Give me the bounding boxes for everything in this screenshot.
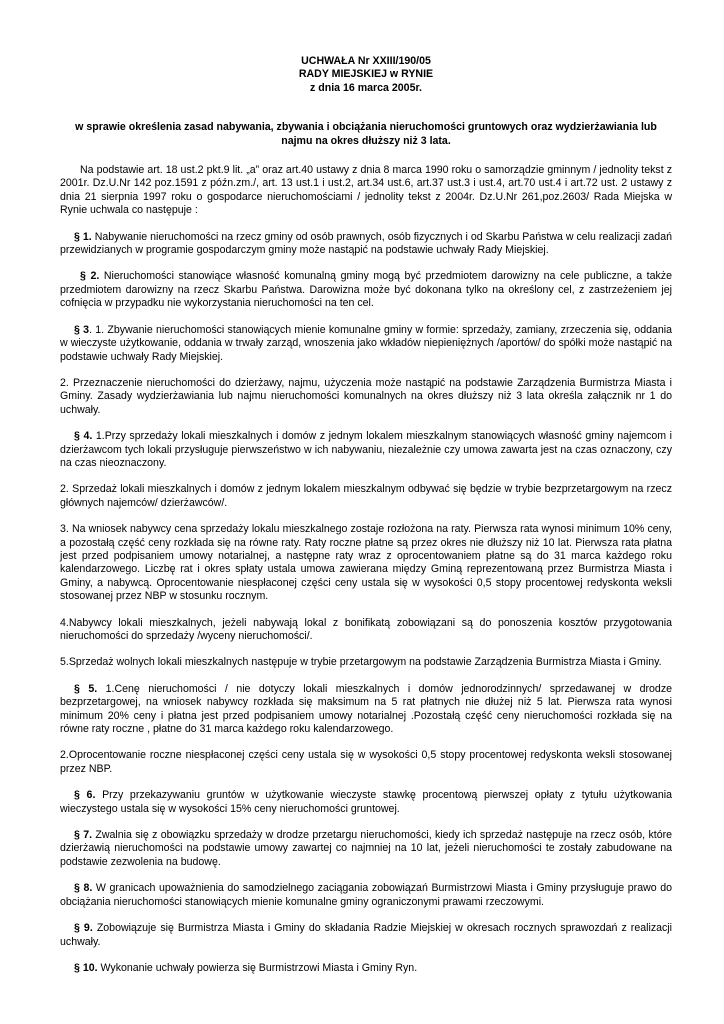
paragraph-text: 3. Na wniosek nabywcy cena sprzedaży lokalu mieszkalnego zostaje rozłożona na raty. Pierwsza rata wynosi minimum 10% ceny, a pozostałą część ceny rozkłada się na równe raty. Raty roczne płatne są przez okres nie dłuższy niż 10 lat. Pierwsza rata płatna jest przed podpisaniem umowy notarialnej, a następne raty wraz z oprocentowaniem płatne są do 31 marca każdego roku kalendarzowego. Liczbę rat i okres spłaty ustala umowa zawierana między Gminą reprezentowaną przez Burmistrza Miasta i Gminy, a nabywcą. Oprocentowanie niespłaconej części ceny ustala się w wysokości 0,5 stopy procentowej redyskonta weksli stosowanej przez NBP w stosunku rocznym. [60, 523, 672, 603]
paragraph-label: § 1. [74, 230, 92, 243]
paragraph-label: § 3 [74, 323, 90, 336]
resolution-subject: w sprawie określenia zasad nabywania, zbywania i obciążania nieruchomości gruntowych oraz wydzierżawiania lub najmu na okres dłuższy niż 3 lata. [75, 121, 657, 147]
paragraph-9 [60, 922, 672, 949]
paragraph-label: § 4. [74, 430, 93, 443]
paragraph-5-point-2 [60, 749, 672, 776]
paragraph-label: § 5. [74, 682, 98, 695]
paragraph-text: Wykonanie uchwały powierza się Burmistrzowi Miasta i Gminy Ryn. [97, 961, 418, 974]
paragraph-1 [60, 231, 672, 258]
resolution-header [60, 55, 672, 95]
paragraph-3 [60, 324, 672, 364]
paragraph-4-point-5 [60, 656, 672, 669]
paragraph-4-point-3 [60, 523, 672, 603]
paragraph-8 [60, 882, 672, 909]
paragraph-text: 5.Sprzedaż wolnych lokali mieszkalnych następuje w trybie przetargowym na podstawie Zarządzenia Burmistrza Miasta i Gminy. [60, 656, 662, 669]
paragraph-text: Zobowiązuje się Burmistrza Miasta i Gminy do składania Radzie Miejskiej w okresach rocznych sprawozdań z realizacji uchwały. [60, 922, 673, 948]
paragraph-text: Zwalnia się z obowiązku sprzedaży w drodze przetargu nieruchomości, kiedy ich sprzedaż następuje na rzecz osób, które dzierżawią nieruchomości na podstawie umowy zawartej co najmniej na 10 lat, jeżeli nieruchomości te zostały zabudowane na podstawie zezwolenia na budowę. [60, 829, 673, 868]
paragraph-3-point-2 [60, 377, 672, 417]
resolution-number: UCHWAŁA Nr XXIII/190/05 [301, 55, 431, 67]
paragraph-text: W granicach upoważnienia do samodzielnego zaciągania zobowiązań Burmistrzowi Miasta i Gminy przysługuje prawo do obciążania nieruchomości stanowiących mienie komunalne gminy ograniczonymi prawami rzeczowymi. [60, 882, 673, 908]
paragraph-label: § 7. [74, 829, 93, 842]
paragraph-label: § 10. [74, 961, 98, 974]
paragraph-text: 4.Nabywcy lokali mieszkalnych, jeżeli nabywają lokal z bonifikatą zobowiązani są do ponoszenia kosztów przygotowania nieruchomości do sprzedaży /wyceny nieruchomości/. [60, 616, 672, 642]
paragraph-10 [60, 962, 672, 975]
paragraph-text: . 1. Zbywanie nieruchomości stanowiących mienie komunalne gminy w formie: sprzedaży, zamiany, zrzeczenia się, oddania w wieczyste użytkowanie, oddania w trwały zarząd, wnoszenia jako wkładów niepieniężnych /aportów/ do spółki może nastąpić na podstawie uchwały Rady Miejskiej. [60, 323, 673, 363]
paragraph-label: § 6. [74, 789, 96, 802]
paragraph-text: Przy przekazywaniu gruntów w użytkowanie wieczyste stawkę procentową pierwszej opłaty z tytułu użytkowania wieczystego ustala się w wysokości 15% ceny nieruchomości gruntowej. [60, 789, 673, 815]
paragraph-4-point-2 [60, 483, 672, 510]
council-name: RADY MIEJSKIEJ w RYNIE [298, 68, 434, 81]
paragraph-2 [60, 270, 672, 310]
paragraph-label: § 8. [74, 882, 93, 895]
paragraph-6 [60, 789, 672, 816]
paragraph-4 [60, 430, 672, 470]
paragraph-text: 1.Cenę nieruchomości / nie dotyczy lokali mieszkalnych i domów jednorodzinnych/ sprzedawanej w drodze bezprzetargowej, na wniosek nabywcy rozkłada się maksimum na 5 rat płatnych nie dłużej niż 5 lat. Pierwsza rata wynosi minimum 20% ceny i płatna jest przed podpisaniem umowy notarialnej .Pozostałą część ceny nieruchomości rozkłada się na równe raty roczne , płatne do 31 marca każdego roku kalendarzowego. [60, 682, 673, 736]
paragraph-7 [60, 829, 672, 869]
paragraph-text: 1.Przy sprzedaży lokali mieszkalnych i domów z jednym lokalem mieszkalnym stanowiących własność gminy najemcom i dzierżawcom tych lokali przysługuje pierwszeństwo w ich nabywaniu, niezależnie czy umowa zawarta jest na czas oznaczony, czy na czas nieoznaczony. [60, 430, 673, 469]
paragraph-text: 2. Przeznaczenie nieruchomości do dzierżawy, najmu, użyczenia może nastąpić na podstawie Zarządzenia Burmistrza Miasta i Gminy. Zasady wydzierżawiania lub najmu nieruchomości komunalnych na okres dłuższy niż 3 lata określa załącznik nr 1 do uchwały. [60, 376, 672, 416]
resolution-date: z dnia 16 marca 2005r. [310, 81, 422, 94]
paragraph-label: § 2. [80, 270, 100, 283]
paragraph-4-point-4 [60, 617, 672, 644]
paragraph-text: 2. Sprzedaż lokali mieszkalnych i domów z jednym lokalem mieszkalnym odbywać się będzie w trybie bezprzetargowym na rzecz głównych najemców/ dzierżawców/. [60, 483, 672, 509]
paragraph-text: Nieruchomości stanowiące własność komunalną gminy mogą być przedmiotem darowizny na cele publiczne, a także przedmiotem darowizny na rzecz Skarbu Państwa. Darowizna może być dokonana tylko na określony cel, z zastrzeżeniem jej cofnięcia w przypadku nie wykorzystania nieruchomości na ten cel. [60, 270, 672, 310]
paragraph-text: Nabywanie nieruchomości na rzecz gminy od osób prawnych, osób fizycznych i od Skarbu Państwa w celu realizacji zadań przewidzianych w programie gospodarczym gminy może nastąpić na podstawie uchwały Rady Miejskiej. [60, 230, 672, 257]
paragraph-label: § 9. [74, 922, 93, 935]
preamble: Na podstawie art. 18 ust.2 pkt.9 lit. „a” oraz art.40 ustawy z dnia 8 marca 1990 roku o samorządzie gminnym / jednolity tekst z 2001r. Dz.U.Nr 142 poz.1591 z późn.zm./, art. 13 ust.1 i ust.2, art.34 ust.6, art.37 ust.3 i ust.4, art.70 ust.4 i art.72 ust. 2 ustawy z dnia 21 sierpnia 1997 roku o gospodarce nieruchomościami / jednolity tekst z 2004r. Dz.U.Nr 261,poz.2603/ Rada Miejska w Rynie uchwala co następuje : [60, 164, 672, 217]
paragraph-text: 2.Oprocentowanie roczne niespłaconej części ceny ustala się w wysokości 0,5 stopy procentowej redyskonta weksli stosowanej przez NBP. [60, 749, 672, 775]
paragraph-5 [60, 683, 672, 737]
